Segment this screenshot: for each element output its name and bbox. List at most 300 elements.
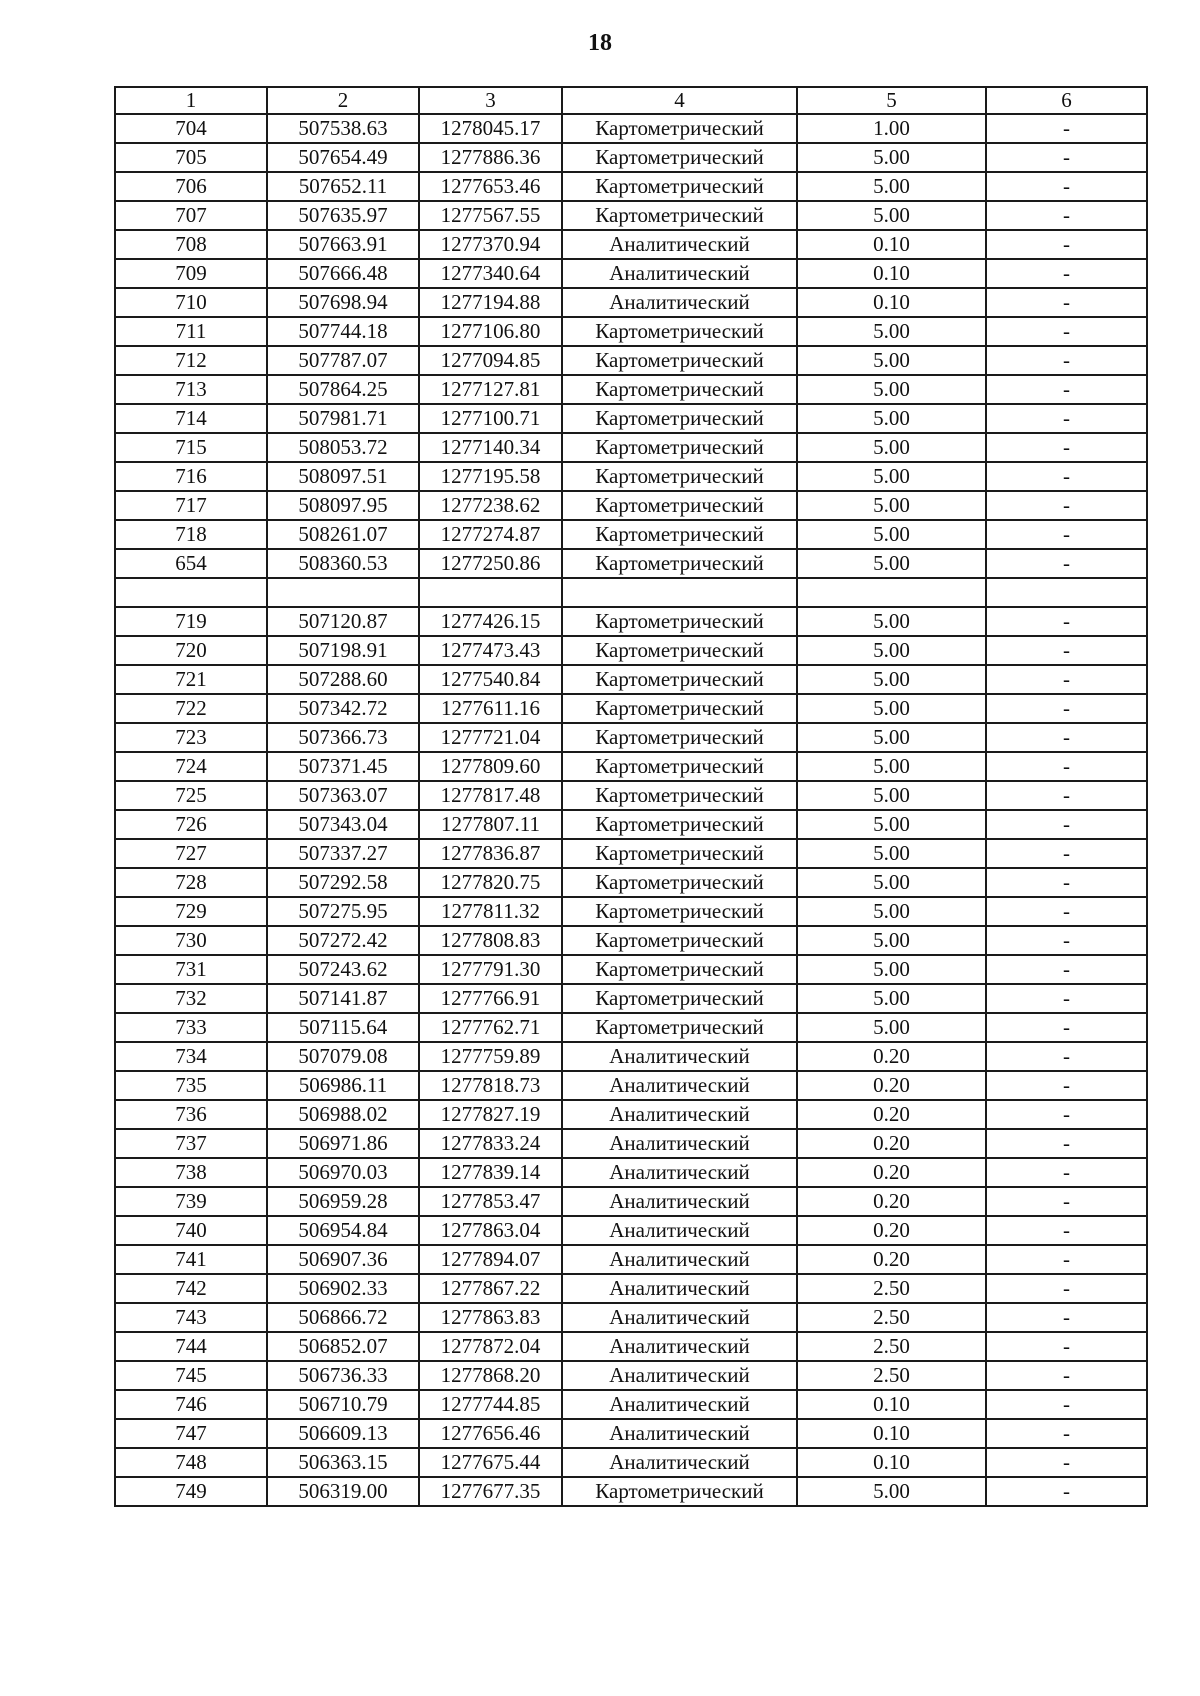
- point-number-cell: 746: [115, 1390, 267, 1419]
- method-cell: Аналитический: [562, 1187, 797, 1216]
- x-coordinate-cell: 507371.45: [267, 752, 419, 781]
- x-coordinate-cell: 506986.11: [267, 1071, 419, 1100]
- table-row: [115, 781, 1147, 810]
- x-coordinate-cell: 506907.36: [267, 1245, 419, 1274]
- table-row: [115, 1245, 1147, 1274]
- accuracy-cell: 5.00: [797, 665, 986, 694]
- accuracy-cell: 0.20: [797, 1129, 986, 1158]
- point-number-cell: 654: [115, 549, 267, 578]
- x-coordinate-cell: 507652.11: [267, 172, 419, 201]
- y-coordinate-cell: 1277817.48: [419, 781, 562, 810]
- point-number-cell: 737: [115, 1129, 267, 1158]
- point-number-cell: 723: [115, 723, 267, 752]
- x-coordinate-cell: 507744.18: [267, 317, 419, 346]
- table-row: [115, 1303, 1147, 1332]
- accuracy-cell: 2.50: [797, 1332, 986, 1361]
- note-cell: -: [986, 375, 1147, 404]
- x-coordinate-cell: 507864.25: [267, 375, 419, 404]
- table-row: [115, 404, 1147, 433]
- x-coordinate-cell: 506959.28: [267, 1187, 419, 1216]
- point-number-cell: 742: [115, 1274, 267, 1303]
- y-coordinate-cell: 1277809.60: [419, 752, 562, 781]
- accuracy-cell: 5.00: [797, 752, 986, 781]
- y-coordinate-cell: 1278045.17: [419, 114, 562, 143]
- y-coordinate-cell: 1277195.58: [419, 462, 562, 491]
- accuracy-cell: 0.20: [797, 1100, 986, 1129]
- x-coordinate-cell: 506971.86: [267, 1129, 419, 1158]
- y-coordinate-cell: 1277808.83: [419, 926, 562, 955]
- y-coordinate-cell: 1277721.04: [419, 723, 562, 752]
- accuracy-cell: 2.50: [797, 1361, 986, 1390]
- table-row: [115, 1013, 1147, 1042]
- table-row: [115, 1187, 1147, 1216]
- table-row: [115, 607, 1147, 636]
- x-coordinate-cell: 507337.27: [267, 839, 419, 868]
- point-number-cell: 729: [115, 897, 267, 926]
- table-header-row: [115, 87, 1147, 114]
- point-number-cell: 709: [115, 259, 267, 288]
- point-number-cell: 705: [115, 143, 267, 172]
- note-cell: -: [986, 868, 1147, 897]
- note-cell: -: [986, 1274, 1147, 1303]
- point-number-cell: 743: [115, 1303, 267, 1332]
- point-number-cell: 741: [115, 1245, 267, 1274]
- method-cell: Картометрический: [562, 114, 797, 143]
- y-coordinate-cell: 1277853.47: [419, 1187, 562, 1216]
- x-coordinate-cell: 508097.95: [267, 491, 419, 520]
- table-row: [115, 375, 1147, 404]
- x-coordinate-cell: 507698.94: [267, 288, 419, 317]
- y-coordinate-cell: 1277473.43: [419, 636, 562, 665]
- point-number-cell: 706: [115, 172, 267, 201]
- x-coordinate-cell: 508053.72: [267, 433, 419, 462]
- x-coordinate-cell: 508360.53: [267, 549, 419, 578]
- y-coordinate-cell: 1277250.86: [419, 549, 562, 578]
- table-row: [115, 1361, 1147, 1390]
- note-cell: -: [986, 1477, 1147, 1506]
- note-cell: -: [986, 1158, 1147, 1187]
- table-row: [115, 1390, 1147, 1419]
- table-row: [115, 114, 1147, 143]
- point-number-cell: 724: [115, 752, 267, 781]
- table-row: [115, 549, 1147, 578]
- y-coordinate-cell: 1277836.87: [419, 839, 562, 868]
- note-cell: -: [986, 955, 1147, 984]
- note-cell: -: [986, 143, 1147, 172]
- x-coordinate-cell: 507272.42: [267, 926, 419, 955]
- point-number-cell: 707: [115, 201, 267, 230]
- accuracy-cell: 5.00: [797, 462, 986, 491]
- method-cell: Картометрический: [562, 433, 797, 462]
- x-coordinate-cell: 507288.60: [267, 665, 419, 694]
- method-cell: Аналитический: [562, 1129, 797, 1158]
- y-coordinate-cell: [419, 578, 562, 607]
- y-coordinate-cell: 1277863.04: [419, 1216, 562, 1245]
- accuracy-cell: 0.10: [797, 1448, 986, 1477]
- point-number-cell: 726: [115, 810, 267, 839]
- accuracy-cell: 5.00: [797, 636, 986, 665]
- x-coordinate-cell: 506954.84: [267, 1216, 419, 1245]
- point-number-cell: 718: [115, 520, 267, 549]
- table-row: [115, 1448, 1147, 1477]
- note-cell: -: [986, 897, 1147, 926]
- x-coordinate-cell: 507243.62: [267, 955, 419, 984]
- table-row: [115, 839, 1147, 868]
- note-cell: -: [986, 1129, 1147, 1158]
- table-row: [115, 752, 1147, 781]
- accuracy-cell: 5.00: [797, 375, 986, 404]
- point-number-cell: 715: [115, 433, 267, 462]
- table-row: [115, 897, 1147, 926]
- note-cell: -: [986, 1419, 1147, 1448]
- method-cell: Аналитический: [562, 1448, 797, 1477]
- method-cell: Аналитический: [562, 288, 797, 317]
- y-coordinate-cell: 1277675.44: [419, 1448, 562, 1477]
- accuracy-cell: 5.00: [797, 201, 986, 230]
- note-cell: -: [986, 346, 1147, 375]
- y-coordinate-cell: 1277567.55: [419, 201, 562, 230]
- note-cell: -: [986, 1390, 1147, 1419]
- column-header-5: 5: [797, 87, 986, 114]
- x-coordinate-cell: 506970.03: [267, 1158, 419, 1187]
- method-cell: Картометрический: [562, 346, 797, 375]
- table-row: [115, 810, 1147, 839]
- accuracy-cell: 1.00: [797, 114, 986, 143]
- note-cell: -: [986, 520, 1147, 549]
- x-coordinate-cell: 507666.48: [267, 259, 419, 288]
- method-cell: Аналитический: [562, 1303, 797, 1332]
- note-cell: -: [986, 317, 1147, 346]
- accuracy-cell: 5.00: [797, 433, 986, 462]
- accuracy-cell: 5.00: [797, 607, 986, 636]
- table-row: [115, 955, 1147, 984]
- column-header-2: 2: [267, 87, 419, 114]
- x-coordinate-cell: 508097.51: [267, 462, 419, 491]
- method-cell: Картометрический: [562, 897, 797, 926]
- method-cell: Аналитический: [562, 1158, 797, 1187]
- point-number-cell: 744: [115, 1332, 267, 1361]
- note-cell: -: [986, 839, 1147, 868]
- x-coordinate-cell: 507654.49: [267, 143, 419, 172]
- point-number-cell: 735: [115, 1071, 267, 1100]
- method-cell: Картометрический: [562, 549, 797, 578]
- accuracy-cell: 0.20: [797, 1216, 986, 1245]
- table-row: [115, 1129, 1147, 1158]
- accuracy-cell: 0.10: [797, 1390, 986, 1419]
- x-coordinate-cell: [267, 578, 419, 607]
- table-row: [115, 694, 1147, 723]
- y-coordinate-cell: 1277868.20: [419, 1361, 562, 1390]
- table-row: [115, 1419, 1147, 1448]
- method-cell: Картометрический: [562, 839, 797, 868]
- table-row: [115, 433, 1147, 462]
- y-coordinate-cell: 1277127.81: [419, 375, 562, 404]
- method-cell: Картометрический: [562, 375, 797, 404]
- table-row: [115, 288, 1147, 317]
- accuracy-cell: 5.00: [797, 549, 986, 578]
- x-coordinate-cell: 507115.64: [267, 1013, 419, 1042]
- method-cell: Картометрический: [562, 201, 797, 230]
- accuracy-cell: 5.00: [797, 781, 986, 810]
- accuracy-cell: 0.10: [797, 259, 986, 288]
- method-cell: Картометрический: [562, 665, 797, 694]
- y-coordinate-cell: 1277872.04: [419, 1332, 562, 1361]
- point-number-cell: 722: [115, 694, 267, 723]
- note-cell: -: [986, 1100, 1147, 1129]
- note-cell: -: [986, 723, 1147, 752]
- y-coordinate-cell: 1277677.35: [419, 1477, 562, 1506]
- note-cell: -: [986, 230, 1147, 259]
- point-number-cell: 721: [115, 665, 267, 694]
- table-body: [115, 87, 1147, 1506]
- note-cell: -: [986, 926, 1147, 955]
- method-cell: Картометрический: [562, 984, 797, 1013]
- point-number-cell: 714: [115, 404, 267, 433]
- x-coordinate-cell: 507366.73: [267, 723, 419, 752]
- note-cell: -: [986, 1013, 1147, 1042]
- y-coordinate-cell: 1277791.30: [419, 955, 562, 984]
- note-cell: -: [986, 607, 1147, 636]
- x-coordinate-cell: 507275.95: [267, 897, 419, 926]
- accuracy-cell: 5.00: [797, 839, 986, 868]
- accuracy-cell: 0.20: [797, 1187, 986, 1216]
- table-row: [115, 230, 1147, 259]
- table-row: [115, 578, 1147, 607]
- point-number-cell: 738: [115, 1158, 267, 1187]
- accuracy-cell: 5.00: [797, 1013, 986, 1042]
- accuracy-cell: 0.20: [797, 1042, 986, 1071]
- point-number-cell: 717: [115, 491, 267, 520]
- note-cell: -: [986, 1303, 1147, 1332]
- method-cell: [562, 578, 797, 607]
- point-number-cell: 731: [115, 955, 267, 984]
- method-cell: Картометрический: [562, 752, 797, 781]
- method-cell: Картометрический: [562, 955, 797, 984]
- y-coordinate-cell: 1277839.14: [419, 1158, 562, 1187]
- table-row: [115, 636, 1147, 665]
- column-header-6: 6: [986, 87, 1147, 114]
- x-coordinate-cell: 506736.33: [267, 1361, 419, 1390]
- note-cell: -: [986, 1448, 1147, 1477]
- method-cell: Картометрический: [562, 926, 797, 955]
- accuracy-cell: 5.00: [797, 868, 986, 897]
- column-header-3: 3: [419, 87, 562, 114]
- y-coordinate-cell: 1277100.71: [419, 404, 562, 433]
- point-number-cell: 747: [115, 1419, 267, 1448]
- note-cell: -: [986, 810, 1147, 839]
- accuracy-cell: 2.50: [797, 1274, 986, 1303]
- note-cell: -: [986, 462, 1147, 491]
- note-cell: -: [986, 404, 1147, 433]
- note-cell: -: [986, 1042, 1147, 1071]
- point-number-cell: 728: [115, 868, 267, 897]
- method-cell: Картометрический: [562, 491, 797, 520]
- y-coordinate-cell: 1277238.62: [419, 491, 562, 520]
- x-coordinate-cell: 506319.00: [267, 1477, 419, 1506]
- y-coordinate-cell: 1277140.34: [419, 433, 562, 462]
- table-row: [115, 346, 1147, 375]
- method-cell: Картометрический: [562, 404, 797, 433]
- page-number: 18: [588, 30, 612, 56]
- x-coordinate-cell: 507198.91: [267, 636, 419, 665]
- table-row: [115, 259, 1147, 288]
- accuracy-cell: [797, 578, 986, 607]
- x-coordinate-cell: 506363.15: [267, 1448, 419, 1477]
- x-coordinate-cell: 506710.79: [267, 1390, 419, 1419]
- note-cell: -: [986, 288, 1147, 317]
- table-row: [115, 1216, 1147, 1245]
- x-coordinate-cell: 506988.02: [267, 1100, 419, 1129]
- note-cell: -: [986, 984, 1147, 1013]
- x-coordinate-cell: 506852.07: [267, 1332, 419, 1361]
- point-number-cell: 710: [115, 288, 267, 317]
- x-coordinate-cell: 506609.13: [267, 1419, 419, 1448]
- accuracy-cell: 5.00: [797, 810, 986, 839]
- x-coordinate-cell: 507342.72: [267, 694, 419, 723]
- accuracy-cell: 5.00: [797, 723, 986, 752]
- point-number-cell: 733: [115, 1013, 267, 1042]
- table-row: [115, 1332, 1147, 1361]
- y-coordinate-cell: 1277759.89: [419, 1042, 562, 1071]
- y-coordinate-cell: 1277540.84: [419, 665, 562, 694]
- table-row: [115, 491, 1147, 520]
- x-coordinate-cell: 506866.72: [267, 1303, 419, 1332]
- table-row: [115, 1274, 1147, 1303]
- note-cell: -: [986, 259, 1147, 288]
- x-coordinate-cell: 507343.04: [267, 810, 419, 839]
- point-number-cell: 745: [115, 1361, 267, 1390]
- point-number-cell: 711: [115, 317, 267, 346]
- x-coordinate-cell: 507538.63: [267, 114, 419, 143]
- point-number-cell: [115, 578, 267, 607]
- note-cell: -: [986, 1071, 1147, 1100]
- note-cell: -: [986, 752, 1147, 781]
- point-number-cell: 704: [115, 114, 267, 143]
- accuracy-cell: 5.00: [797, 404, 986, 433]
- point-number-cell: 727: [115, 839, 267, 868]
- table-row: [115, 1100, 1147, 1129]
- accuracy-cell: 0.10: [797, 1419, 986, 1448]
- note-cell: -: [986, 781, 1147, 810]
- y-coordinate-cell: 1277827.19: [419, 1100, 562, 1129]
- x-coordinate-cell: 507635.97: [267, 201, 419, 230]
- point-number-cell: 749: [115, 1477, 267, 1506]
- point-number-cell: 712: [115, 346, 267, 375]
- point-number-cell: 713: [115, 375, 267, 404]
- point-number-cell: 734: [115, 1042, 267, 1071]
- accuracy-cell: 5.00: [797, 172, 986, 201]
- column-header-4: 4: [562, 87, 797, 114]
- accuracy-cell: 5.00: [797, 143, 986, 172]
- point-number-cell: 716: [115, 462, 267, 491]
- accuracy-cell: 0.20: [797, 1158, 986, 1187]
- accuracy-cell: 5.00: [797, 317, 986, 346]
- point-number-cell: 732: [115, 984, 267, 1013]
- y-coordinate-cell: 1277762.71: [419, 1013, 562, 1042]
- accuracy-cell: 5.00: [797, 955, 986, 984]
- note-cell: -: [986, 201, 1147, 230]
- method-cell: Картометрический: [562, 781, 797, 810]
- coordinates-table: [114, 86, 1148, 1507]
- note-cell: [986, 578, 1147, 607]
- note-cell: -: [986, 172, 1147, 201]
- table-row: [115, 1071, 1147, 1100]
- x-coordinate-cell: 507079.08: [267, 1042, 419, 1071]
- accuracy-cell: 5.00: [797, 694, 986, 723]
- note-cell: -: [986, 694, 1147, 723]
- point-number-cell: 736: [115, 1100, 267, 1129]
- note-cell: -: [986, 1187, 1147, 1216]
- method-cell: Аналитический: [562, 1042, 797, 1071]
- accuracy-cell: 0.20: [797, 1245, 986, 1274]
- x-coordinate-cell: 508261.07: [267, 520, 419, 549]
- note-cell: -: [986, 636, 1147, 665]
- table-row: [115, 172, 1147, 201]
- y-coordinate-cell: 1277811.32: [419, 897, 562, 926]
- method-cell: Картометрический: [562, 317, 797, 346]
- x-coordinate-cell: 507120.87: [267, 607, 419, 636]
- method-cell: Картометрический: [562, 868, 797, 897]
- y-coordinate-cell: 1277886.36: [419, 143, 562, 172]
- method-cell: Картометрический: [562, 694, 797, 723]
- table-row: [115, 201, 1147, 230]
- method-cell: Аналитический: [562, 1100, 797, 1129]
- x-coordinate-cell: 506902.33: [267, 1274, 419, 1303]
- x-coordinate-cell: 507981.71: [267, 404, 419, 433]
- method-cell: Аналитический: [562, 1361, 797, 1390]
- table-row: [115, 317, 1147, 346]
- method-cell: Картометрический: [562, 636, 797, 665]
- x-coordinate-cell: 507363.07: [267, 781, 419, 810]
- point-number-cell: 748: [115, 1448, 267, 1477]
- table-row: [115, 1158, 1147, 1187]
- point-number-cell: 720: [115, 636, 267, 665]
- table-row: [115, 723, 1147, 752]
- method-cell: Картометрический: [562, 810, 797, 839]
- accuracy-cell: 5.00: [797, 346, 986, 375]
- y-coordinate-cell: 1277820.75: [419, 868, 562, 897]
- point-number-cell: 719: [115, 607, 267, 636]
- accuracy-cell: 5.00: [797, 984, 986, 1013]
- table-row: [115, 520, 1147, 549]
- method-cell: Картометрический: [562, 607, 797, 636]
- y-coordinate-cell: 1277426.15: [419, 607, 562, 636]
- y-coordinate-cell: 1277106.80: [419, 317, 562, 346]
- note-cell: -: [986, 549, 1147, 578]
- table-row: [115, 984, 1147, 1013]
- accuracy-cell: 5.00: [797, 897, 986, 926]
- x-coordinate-cell: 507787.07: [267, 346, 419, 375]
- y-coordinate-cell: 1277340.64: [419, 259, 562, 288]
- point-number-cell: 740: [115, 1216, 267, 1245]
- accuracy-cell: 0.20: [797, 1071, 986, 1100]
- method-cell: Картометрический: [562, 462, 797, 491]
- point-number-cell: 739: [115, 1187, 267, 1216]
- y-coordinate-cell: 1277656.46: [419, 1419, 562, 1448]
- method-cell: Аналитический: [562, 1419, 797, 1448]
- accuracy-cell: 0.10: [797, 230, 986, 259]
- y-coordinate-cell: 1277370.94: [419, 230, 562, 259]
- table-row: [115, 1042, 1147, 1071]
- point-number-cell: 730: [115, 926, 267, 955]
- method-cell: Картометрический: [562, 1013, 797, 1042]
- y-coordinate-cell: 1277274.87: [419, 520, 562, 549]
- method-cell: Картометрический: [562, 723, 797, 752]
- method-cell: Аналитический: [562, 1332, 797, 1361]
- accuracy-cell: 2.50: [797, 1303, 986, 1332]
- accuracy-cell: 5.00: [797, 491, 986, 520]
- note-cell: -: [986, 665, 1147, 694]
